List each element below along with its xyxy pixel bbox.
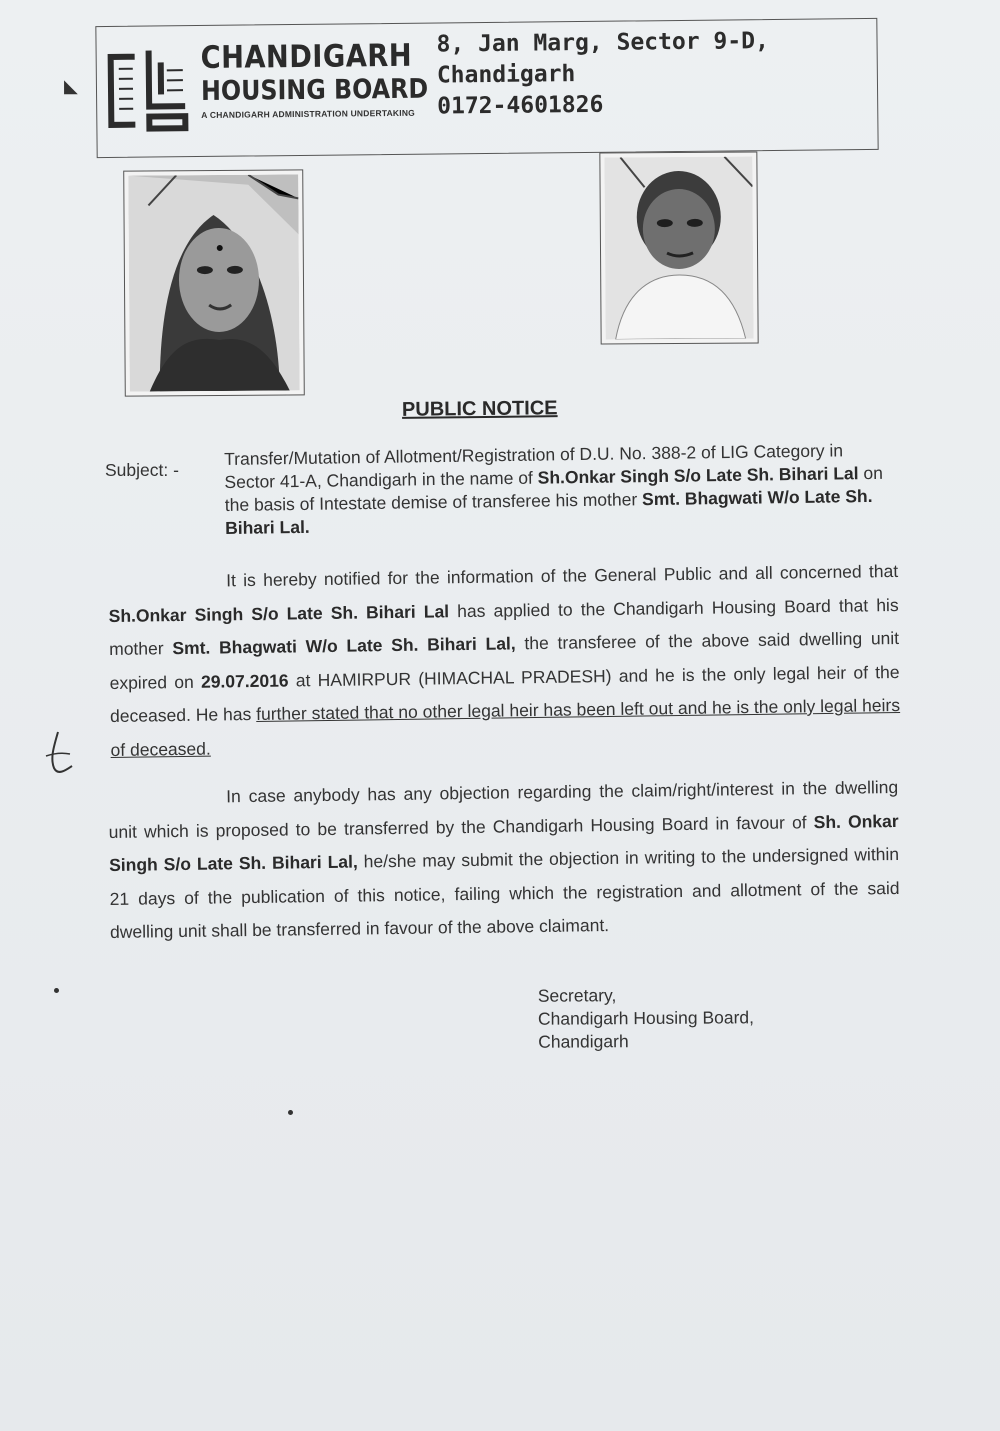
paragraph-text: In case anybody has any objection regarding the claim/right/interest in the dwelling unit which is proposed to be transferred by the Chandigarh Housing Board in favour of [108,776,899,842]
signature-block [538,983,754,1054]
scan-speck [288,1110,293,1115]
underlined-statement: further stated that no other legal heir has been left out and he is the only legal heirs of deceased. [110,694,901,760]
applicant-name: Sh. Onkar Singh S/o Late Sh. Bihari Lal, [109,810,899,875]
deceased-name: Smt. Bhagwati W/o Late Sh. Bihari Lal. [224,485,873,538]
paragraph-text: has applied to the Chandigarh Housing Board that his mother [109,594,899,659]
brand-name [200,37,459,120]
subject-text-part: Transfer/Mutation of Allotment/Registration of D.U. No. 388-2 of LIG Category in Sector 41-A, Chandigarh in the name of [224,440,844,492]
deceased-name: Smt. Bhagwati W/o Late Sh. Bihari Lal, [172,633,516,659]
notice-title: PUBLIC NOTICE [401,397,558,421]
applicant-name: Sh.Onkar Singh S/o Late Sh. Bihari Lal [537,463,859,488]
scan-speck [54,988,59,993]
address-line-1: 8, Jan Marg, Sector 9-D, [436,28,770,58]
signatory-title: Secretary, [537,985,617,1006]
paragraph-text: at HAMIRPUR (HIMACHAL PRADESH) and he is the only legal heir of the deceased. He has [109,661,900,726]
subject-label: Subject: - [105,460,179,480]
signatory-city: Chandigarh [538,1031,629,1052]
letterhead [95,18,878,158]
address-line-2: Chandigarh [436,61,576,89]
woman-portrait-photo [123,169,305,396]
chb-logo-icon [105,46,192,133]
notice-paragraph-1 [108,555,901,767]
stray-mark: ◣ [64,76,78,96]
applicant-name: Sh.Onkar Singh S/o Late Sh. Bihari Lal [108,600,450,626]
brand-line-1: CHANDIGARH [200,37,413,76]
man-portrait-photo [599,151,758,344]
handwritten-tick-icon [40,728,80,778]
phone-number: 0172-4601826 [437,91,604,120]
subject-text-part: on the basis of Intestate demise of transferee his mother [224,462,884,515]
paragraph-text: the transferee of the above said dwelling unit expired on [109,627,900,693]
paragraph-text: he/she may submit the objection in writing to the undersigned within 21 days of the publication of this notice, failing which the registration and allotment of the said dwelling unit shall be transferred in favour of the above claimant. [109,843,900,942]
board-address [436,26,769,122]
notice-paragraph-2 [108,771,900,950]
subject-text [224,439,891,540]
signatory-org: Chandigarh Housing Board, [537,1007,755,1029]
brand-tagline: A CHANDIGARH ADMINISTRATION UNDERTAKING [201,107,415,120]
paragraph-text: It is hereby notified for the information of the General Public and all concerned that [226,560,899,591]
date-of-death: 29.07.2016 [200,669,289,692]
brand-line-2: HOUSING BOARD [200,73,429,107]
